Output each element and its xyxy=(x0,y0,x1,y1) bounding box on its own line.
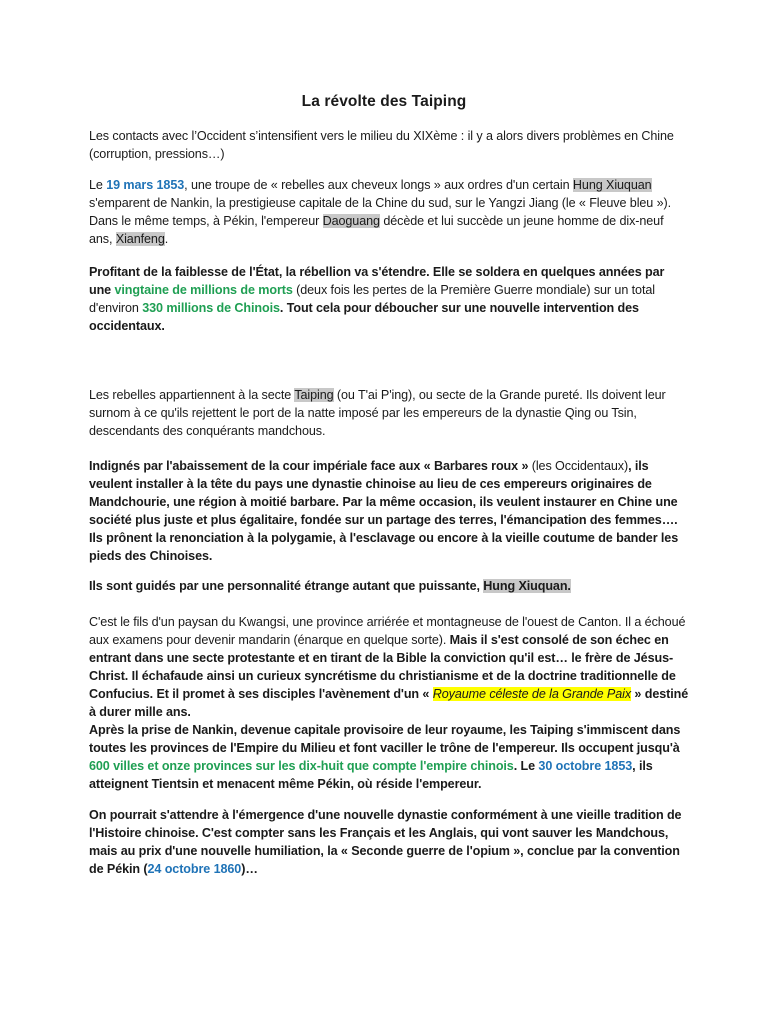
text-run: Après la prise de Nankin, devenue capitale provisoire de leur royaume, les Taiping s'immiscent dans toutes les provinces de l'Empire du Milieu et font vaciller le trône de l'empereur. Ils occupent jusqu'à xyxy=(89,723,681,755)
date-highlight: 19 mars 1853 xyxy=(106,178,185,192)
paragraph-secte xyxy=(89,386,689,440)
text-run: On pourrait s'attendre à l'émergence d'une nouvelle dynastie conformément à une vieille tradition de l'Histoire chinoise. C'est compter sans les Français et les Anglais, qui vont sauver les Mandchous, mais au prix d'une nouvelle humiliation, la « Seconde guerre de l'opium », conclue par la convention de Pékin ( xyxy=(89,808,682,876)
name-highlight-hung: Hung Xiuquan xyxy=(572,178,652,192)
paragraph-hung-biography xyxy=(89,613,689,793)
paragraph-nankin xyxy=(89,176,689,248)
text-run: . xyxy=(164,232,169,246)
name-highlight-taiping: Taiping xyxy=(294,388,334,402)
stat-highlight: 600 villes et onze provinces sur les dix-huit que compte l'empire chinois xyxy=(89,759,514,773)
text-run: » destiné à durer mille ans. xyxy=(89,687,689,719)
text-run: (les Occidentaux) xyxy=(528,459,629,473)
text-run: Ils sont guidés par une personnalité étrange autant que puissante, xyxy=(89,579,484,593)
paragraph-text: Les contacts avec l’Occident s’intensifient vers le milieu du XIXème : il y a alors divers problèmes en Chine (corruption, pressions…) xyxy=(89,129,674,161)
name-highlight-daoguang: Daoguang xyxy=(322,214,380,228)
paragraph-rebellion xyxy=(89,263,689,335)
paragraph-intro xyxy=(89,127,689,163)
text-run: )… xyxy=(241,862,258,876)
date-highlight: 24 octobre 1860 xyxy=(147,862,242,876)
text-run: Le xyxy=(89,178,107,192)
text-run: s'emparent de Nankin, la prestigieuse capitale de la Chine du sud, sur le Yangzi Jiang (le « Fleuve bleu »). Dans le même temps, à Pékin, l'empereur xyxy=(89,196,671,228)
name-highlight-hung: Hung Xiuquan. xyxy=(483,579,571,593)
text-run: (ou T'ai P'ing), ou secte de la Grande pureté. Ils doivent leur surnom à ce qu'ils rejettent le port de la natte imposé par les empereurs de la dynastie Qing ou Tsin, descendants des conquérants mandchous. xyxy=(89,388,666,438)
text-run: . Tout cela pour déboucher sur une nouvelle intervention des occidentaux. xyxy=(89,301,639,333)
text-run: (deux fois les pertes de la Première Guerre mondiale) sur un total d'environ xyxy=(89,283,655,315)
text-run: , ils veulent installer à la tête du pays une dynastie chinoise au lieu de ces empereurs originaires de Mandchourie, une région à moitié barbare. Par la même occasion, ils veulent instaurer en Chine une société plus juste et plus égalitaire, fondée sur un partage des terres, l'émancipation des femmes…. Ils prônent la renonciation à la polygamie, à l'esclavage ou encore à la vieille coutume de bander les pieds des Chinoises. xyxy=(89,459,679,563)
paragraph-conclusion xyxy=(89,806,689,878)
text-run: décède et lui succède un jeune homme de dix-neuf ans, xyxy=(89,214,664,246)
text-run: . Le xyxy=(513,759,539,773)
text-run: Indignés par l'abaissement de la cour impériale face aux « Barbares roux » xyxy=(89,459,529,473)
name-highlight-xianfeng: Xianfeng xyxy=(115,232,165,246)
stat-highlight: vingtaine de millions de morts xyxy=(114,283,293,297)
date-highlight: 30 octobre 1853 xyxy=(538,759,633,773)
text-run: C'est le fils d'un paysan du Kwangsi, une province arriérée et montagneuse de l'ouest de Canton. Il a échoué aux examens pour devenir mandarin (énarque en quelque sorte). xyxy=(89,615,686,647)
text-run: Profitant de la faiblesse de l'État, la rébellion va s'étendre. Elle se soldera en quelques années par une xyxy=(89,265,665,297)
text-run: , ils atteignent Tientsin et menacent même Pékin, où réside l'empereur. xyxy=(89,759,653,791)
paragraph-indignes xyxy=(89,457,689,565)
stat-highlight: 330 millions de Chinois xyxy=(142,301,280,315)
royaume-highlight: Royaume céleste de la Grande Paix xyxy=(432,687,632,701)
text-run: Les rebelles appartiennent à la secte xyxy=(89,388,295,402)
paragraph-guides xyxy=(89,577,689,595)
document-title: La révolte des Taiping xyxy=(301,93,467,110)
text-run: Mais il s'est consolé de son échec en entrant dans une secte protestante et en tirant de la Bible la conviction qu'il est… le frère de Jésus-Christ. Il échafaude ainsi un curieux syncrétisme du christianisme et de la doctrine traditionnelle de Confucius. Et il promet à ses disciples l'avènement d'un « xyxy=(89,633,676,701)
text-run: , une troupe de « rebelles aux cheveux longs » aux ordres d'un certain xyxy=(184,178,573,192)
